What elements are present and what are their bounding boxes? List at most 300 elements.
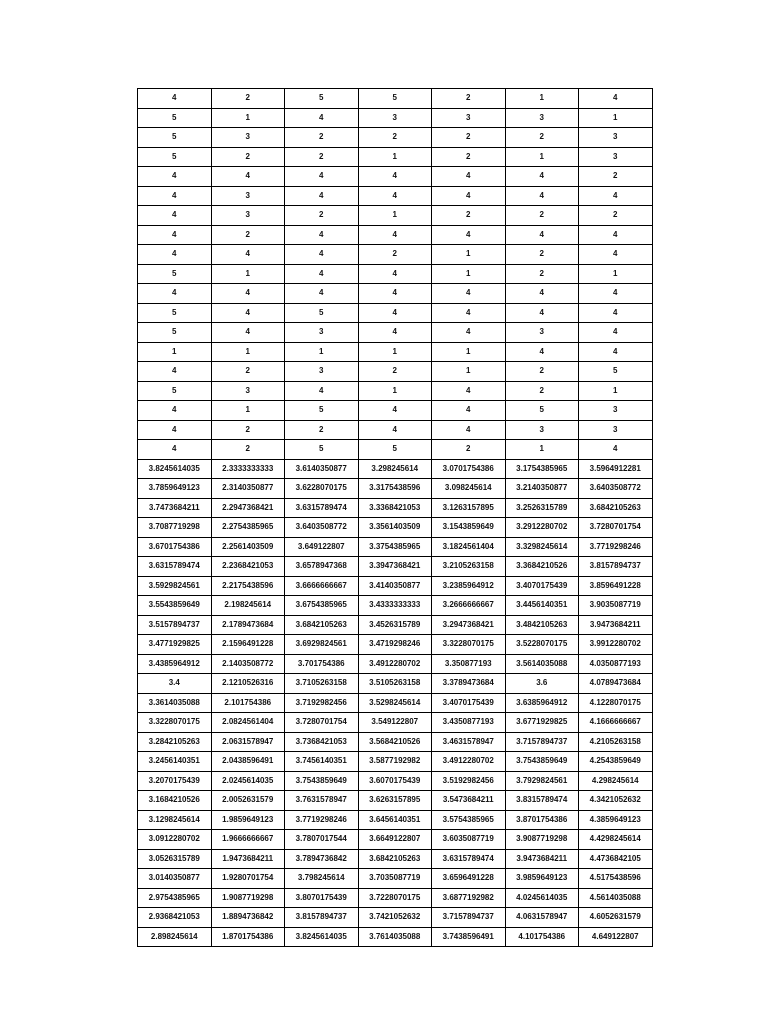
table-cell: 4 (285, 225, 359, 245)
table-cell: 3 (211, 128, 285, 148)
table-cell: 3.8157894737 (579, 557, 653, 577)
table-cell: 3.0526315789 (138, 849, 212, 869)
table-cell: 4.2543859649 (579, 752, 653, 772)
table-row (138, 635, 653, 655)
table-cell: 4.3859649123 (579, 810, 653, 830)
table-cell: 4 (358, 401, 432, 421)
table-cell: 4 (505, 284, 579, 304)
table-cell: 4 (579, 225, 653, 245)
table-cell: 3.0140350877 (138, 869, 212, 889)
table-cell: 3.7719298246 (579, 537, 653, 557)
table-cell: 4 (138, 206, 212, 226)
table-cell: 5 (138, 323, 212, 343)
table-cell: 3.6596491228 (432, 869, 506, 889)
table-cell: 3 (211, 381, 285, 401)
table-cell: 4 (432, 323, 506, 343)
table-cell: 3.7368421053 (285, 732, 359, 752)
table-cell: 3.1684210526 (138, 791, 212, 811)
table-cell: 1 (432, 342, 506, 362)
table-cell: 3 (579, 401, 653, 421)
table-cell: 3.3684210526 (505, 557, 579, 577)
table-cell: 4 (358, 303, 432, 323)
table-cell: 3.6877192982 (432, 888, 506, 908)
table-cell: 3.7614035088 (358, 927, 432, 947)
table-cell: 3.7543859649 (505, 752, 579, 772)
table-cell: 4 (285, 264, 359, 284)
table-cell: 1 (358, 381, 432, 401)
table-cell: 3.8315789474 (505, 791, 579, 811)
table-cell: 4 (505, 167, 579, 187)
table-cell: 2.198245614 (211, 596, 285, 616)
table-cell: 3.6403508772 (285, 518, 359, 538)
table-cell: 3.098245614 (432, 479, 506, 499)
table-cell: 5 (138, 303, 212, 323)
table-cell: 3.6315789474 (285, 498, 359, 518)
table-cell: 3.8245614035 (285, 927, 359, 947)
table-cell: 3.7543859649 (285, 771, 359, 791)
table-cell: 3.6315789474 (138, 557, 212, 577)
table-cell: 3.5684210526 (358, 732, 432, 752)
table-cell: 5 (285, 303, 359, 323)
table-cell: 3.1824561404 (432, 537, 506, 557)
table-cell: 3.5614035088 (505, 654, 579, 674)
table-cell: 3.7894736842 (285, 849, 359, 869)
table-cell: 3.6228070175 (285, 479, 359, 499)
table-cell: 3 (211, 186, 285, 206)
table-cell: 3.5929824561 (138, 576, 212, 596)
table-cell: 4 (138, 186, 212, 206)
table-cell: 1.9859649123 (211, 810, 285, 830)
table-cell: 4 (432, 381, 506, 401)
table-cell: 4 (358, 264, 432, 284)
table-cell: 1 (211, 108, 285, 128)
table-cell: 4 (138, 245, 212, 265)
table-cell: 4.0631578947 (505, 908, 579, 928)
table-row (138, 323, 653, 343)
table-cell: 3.7087719298 (138, 518, 212, 538)
table-cell: 3.6 (505, 674, 579, 694)
table-cell: 3.4140350877 (358, 576, 432, 596)
table-cell: 2.101754386 (211, 693, 285, 713)
table-cell: 3.6842105263 (579, 498, 653, 518)
table-row (138, 479, 653, 499)
table-cell: 4 (358, 284, 432, 304)
table-cell: 2 (432, 440, 506, 460)
table-cell: 3.4350877193 (432, 713, 506, 733)
table-cell: 3.6070175439 (358, 771, 432, 791)
table-row (138, 927, 653, 947)
table-cell: 4 (285, 108, 359, 128)
table-cell: 4 (138, 167, 212, 187)
table-cell: 3.7421052632 (358, 908, 432, 928)
table-row (138, 537, 653, 557)
table-row (138, 713, 653, 733)
table-cell: 2 (505, 245, 579, 265)
table-cell: 3.7631578947 (285, 791, 359, 811)
table-cell: 4 (432, 420, 506, 440)
table-cell: 2 (285, 147, 359, 167)
table-cell: 4 (579, 323, 653, 343)
table-row (138, 225, 653, 245)
table-cell: 3.6578947368 (285, 557, 359, 577)
table-cell: 4.101754386 (505, 927, 579, 947)
table-cell: 4 (211, 284, 285, 304)
table-cell: 3.2140350877 (505, 479, 579, 499)
table-cell: 3.5877192982 (358, 752, 432, 772)
table-cell: 3.350877193 (432, 654, 506, 674)
table-cell: 3.6456140351 (358, 810, 432, 830)
table-cell: 3.5298245614 (358, 693, 432, 713)
table-cell: 2 (358, 362, 432, 382)
table-cell: 5 (285, 401, 359, 421)
table-cell: 2 (285, 128, 359, 148)
table-cell: 3.7929824561 (505, 771, 579, 791)
table-cell: 2 (211, 420, 285, 440)
table-row (138, 732, 653, 752)
table-row (138, 362, 653, 382)
table-row (138, 342, 653, 362)
table-cell: 3.1543859649 (432, 518, 506, 538)
table-cell: 3.3789473684 (432, 674, 506, 694)
table-cell: 3.7438596491 (432, 927, 506, 947)
table-cell: 2.9754385965 (138, 888, 212, 908)
table-cell: 4 (579, 303, 653, 323)
table-cell: 4 (579, 89, 653, 109)
table-row (138, 128, 653, 148)
table-cell: 5 (138, 264, 212, 284)
table-cell: 1.9666666667 (211, 830, 285, 850)
table-cell: 2 (579, 206, 653, 226)
table-cell: 3.2912280702 (505, 518, 579, 538)
table-cell: 3.2456140351 (138, 752, 212, 772)
table-cell: 3.3228070175 (138, 713, 212, 733)
table-cell: 3 (579, 147, 653, 167)
table-cell: 2.2754385965 (211, 518, 285, 538)
table-cell: 3 (505, 108, 579, 128)
table-cell: 3.7456140351 (285, 752, 359, 772)
table-row (138, 498, 653, 518)
table-cell: 3.701754386 (285, 654, 359, 674)
table-cell: 4.649122807 (579, 927, 653, 947)
table-cell: 4 (505, 225, 579, 245)
table-cell: 1 (285, 342, 359, 362)
table-cell: 3.9473684211 (579, 615, 653, 635)
table-cell: 4.5614035088 (579, 888, 653, 908)
table-cell: 4 (579, 342, 653, 362)
table-cell: 2.1596491228 (211, 635, 285, 655)
table-cell: 1.9087719298 (211, 888, 285, 908)
table-row (138, 518, 653, 538)
table-cell: 3.6666666667 (285, 576, 359, 596)
table-cell: 1 (138, 342, 212, 362)
table-cell: 3.4771929825 (138, 635, 212, 655)
table-cell: 3.3561403509 (358, 518, 432, 538)
table-cell: 3.6035087719 (432, 830, 506, 850)
table-cell: 2 (211, 89, 285, 109)
table-cell: 3.7859649123 (138, 479, 212, 499)
table-cell: 3.3368421053 (358, 498, 432, 518)
table-cell: 3.4912280702 (432, 752, 506, 772)
table-cell: 3.3228070175 (432, 635, 506, 655)
table-row (138, 576, 653, 596)
table-cell: 1.9280701754 (211, 869, 285, 889)
table-row (138, 381, 653, 401)
table-row (138, 752, 653, 772)
table-cell: 3.5228070175 (505, 635, 579, 655)
table-cell: 3.4456140351 (505, 596, 579, 616)
table-row (138, 771, 653, 791)
table-cell: 3.5192982456 (432, 771, 506, 791)
table-cell: 1 (358, 147, 432, 167)
table-row (138, 108, 653, 128)
table-cell: 3.3754385965 (358, 537, 432, 557)
table-cell: 3 (285, 323, 359, 343)
table-cell: 4.0245614035 (505, 888, 579, 908)
table-cell: 4 (505, 342, 579, 362)
table-cell: 5 (138, 147, 212, 167)
table-cell: 4 (285, 284, 359, 304)
table-cell: 4.0350877193 (579, 654, 653, 674)
table-cell: 4 (138, 420, 212, 440)
table-cell: 3.7035087719 (358, 869, 432, 889)
table-cell: 3.9912280702 (579, 635, 653, 655)
table-cell: 3.5543859649 (138, 596, 212, 616)
table-cell: 3.2070175439 (138, 771, 212, 791)
table-cell: 5 (505, 401, 579, 421)
table-cell: 3.2385964912 (432, 576, 506, 596)
table-row (138, 206, 653, 226)
table-cell: 4 (358, 186, 432, 206)
table-cell: 3.9087719298 (505, 830, 579, 850)
table-cell: 4 (138, 440, 212, 460)
table-cell: 4 (138, 362, 212, 382)
table-cell: 3.3298245614 (505, 537, 579, 557)
table-cell: 3.8596491228 (579, 576, 653, 596)
table-cell: 1 (579, 381, 653, 401)
table-cell: 4 (138, 284, 212, 304)
table-cell: 2 (505, 381, 579, 401)
table-cell: 1 (579, 264, 653, 284)
table-cell: 4 (432, 401, 506, 421)
table-cell: 3.8245614035 (138, 459, 212, 479)
table-cell: 4 (358, 167, 432, 187)
table-cell: 4 (358, 420, 432, 440)
table-cell: 3.6754385965 (285, 596, 359, 616)
table-cell: 3.4526315789 (358, 615, 432, 635)
table-row (138, 830, 653, 850)
table-row (138, 615, 653, 635)
table-cell: 4.298245614 (579, 771, 653, 791)
table-cell: 3 (358, 108, 432, 128)
table-cell: 2.0245614035 (211, 771, 285, 791)
table-cell: 4 (579, 245, 653, 265)
table-row (138, 908, 653, 928)
table-row (138, 147, 653, 167)
table-cell: 3 (285, 362, 359, 382)
table-cell: 3 (579, 128, 653, 148)
table-cell: 3 (505, 323, 579, 343)
table-cell: 4 (211, 323, 285, 343)
table-cell: 2.2947368421 (211, 498, 285, 518)
table-row (138, 264, 653, 284)
table-cell: 3.7228070175 (358, 888, 432, 908)
table-cell: 2.0438596491 (211, 752, 285, 772)
table-cell: 5 (138, 108, 212, 128)
table-cell: 3.5157894737 (138, 615, 212, 635)
table-cell: 3.7280701754 (579, 518, 653, 538)
table-cell: 2 (432, 147, 506, 167)
table-cell: 2 (505, 128, 579, 148)
table-cell: 3.8701754386 (505, 810, 579, 830)
table-cell: 3.7719298246 (285, 810, 359, 830)
table-row (138, 245, 653, 265)
table-row (138, 186, 653, 206)
table-cell: 2.0631578947 (211, 732, 285, 752)
table-cell: 3.5105263158 (358, 674, 432, 694)
table-cell: 4 (579, 284, 653, 304)
table-cell: 4.1228070175 (579, 693, 653, 713)
table-cell: 2.0052631579 (211, 791, 285, 811)
table-cell: 3.7280701754 (285, 713, 359, 733)
table-cell: 3.1754385965 (505, 459, 579, 479)
table-cell: 2 (432, 206, 506, 226)
table-cell: 3.6315789474 (432, 849, 506, 869)
table-cell: 3.7105263158 (285, 674, 359, 694)
table-cell: 3.5754385965 (432, 810, 506, 830)
table-row (138, 459, 653, 479)
table-row (138, 791, 653, 811)
table-cell: 1 (211, 342, 285, 362)
table-cell: 3.649122807 (285, 537, 359, 557)
table-cell: 4 (505, 303, 579, 323)
table-cell: 1 (505, 440, 579, 460)
table-cell: 3.4070175439 (505, 576, 579, 596)
table-cell: 2.2561403509 (211, 537, 285, 557)
table-cell: 2 (211, 147, 285, 167)
table-cell: 3.0701754386 (432, 459, 506, 479)
table-cell: 5 (285, 440, 359, 460)
table-cell: 4.4298245614 (579, 830, 653, 850)
table-cell: 2 (432, 89, 506, 109)
table-cell: 3.298245614 (358, 459, 432, 479)
table-cell: 3.4912280702 (358, 654, 432, 674)
table-cell: 3.6842105263 (358, 849, 432, 869)
table-cell: 4 (432, 225, 506, 245)
table-row (138, 596, 653, 616)
table-cell: 2.1210526316 (211, 674, 285, 694)
table-cell: 3.9859649123 (505, 869, 579, 889)
table-cell: 3.2842105263 (138, 732, 212, 752)
table-cell: 2.0824561404 (211, 713, 285, 733)
table-cell: 1.8701754386 (211, 927, 285, 947)
table-cell: 4.3421052632 (579, 791, 653, 811)
table-row (138, 557, 653, 577)
table-cell: 3.5964912281 (579, 459, 653, 479)
table-cell: 3.6385964912 (505, 693, 579, 713)
table-cell: 4 (358, 225, 432, 245)
table-cell: 4.5175438596 (579, 869, 653, 889)
table-cell: 3.0912280702 (138, 830, 212, 850)
table-row (138, 167, 653, 187)
table-cell: 3.7807017544 (285, 830, 359, 850)
table-cell: 3.3614035088 (138, 693, 212, 713)
table-cell: 1 (432, 245, 506, 265)
table-cell: 2 (579, 167, 653, 187)
table-cell: 3.2105263158 (432, 557, 506, 577)
table-cell: 4 (358, 323, 432, 343)
table-cell: 2 (285, 420, 359, 440)
table-cell: 1 (505, 89, 579, 109)
table-cell: 3.7157894737 (505, 732, 579, 752)
table-cell: 3.2666666667 (432, 596, 506, 616)
table-cell: 3.7473684211 (138, 498, 212, 518)
table-cell: 3.4719298246 (358, 635, 432, 655)
table-row (138, 420, 653, 440)
table-cell: 2 (211, 440, 285, 460)
table-body (138, 89, 653, 947)
table-cell: 4.2105263158 (579, 732, 653, 752)
data-table (137, 88, 653, 947)
table-row (138, 401, 653, 421)
table-cell: 1 (505, 147, 579, 167)
table-cell: 1 (579, 108, 653, 128)
table-cell: 1 (432, 264, 506, 284)
table-cell: 2.2368421053 (211, 557, 285, 577)
table-cell: 5 (358, 89, 432, 109)
table-cell: 4 (138, 89, 212, 109)
table-cell: 4 (432, 186, 506, 206)
table-cell: 3 (211, 206, 285, 226)
table-cell: 3.6263157895 (358, 791, 432, 811)
table-cell: 3.6403508772 (579, 479, 653, 499)
table-cell: 2.9368421053 (138, 908, 212, 928)
table-cell: 1 (211, 264, 285, 284)
table-cell: 3.4070175439 (432, 693, 506, 713)
table-cell: 3.9035087719 (579, 596, 653, 616)
table-cell: 1 (432, 362, 506, 382)
table-cell: 2 (432, 128, 506, 148)
table-cell: 2 (211, 225, 285, 245)
table-row (138, 869, 653, 889)
table-cell: 3.4385964912 (138, 654, 212, 674)
table-cell: 3 (579, 420, 653, 440)
table-cell: 4 (285, 167, 359, 187)
table-row (138, 284, 653, 304)
table-row (138, 440, 653, 460)
table-cell: 3.6140350877 (285, 459, 359, 479)
table-cell: 4 (211, 167, 285, 187)
table-cell: 4 (285, 381, 359, 401)
table-cell: 3.1298245614 (138, 810, 212, 830)
table-cell: 2 (505, 206, 579, 226)
table-cell: 5 (358, 440, 432, 460)
table-row (138, 654, 653, 674)
table-cell: 4.4736842105 (579, 849, 653, 869)
table-cell: 2 (211, 362, 285, 382)
table-cell: 3.7192982456 (285, 693, 359, 713)
table-cell: 3.8070175439 (285, 888, 359, 908)
table-cell: 3 (505, 420, 579, 440)
table-cell: 3.4631578947 (432, 732, 506, 752)
table-cell: 4.6052631579 (579, 908, 653, 928)
table-row (138, 888, 653, 908)
table-cell: 4 (432, 303, 506, 323)
table-cell: 2 (285, 206, 359, 226)
table-cell: 4 (211, 303, 285, 323)
table-cell: 3.5473684211 (432, 791, 506, 811)
table-cell: 3.4842105263 (505, 615, 579, 635)
table-cell: 3.2526315789 (505, 498, 579, 518)
